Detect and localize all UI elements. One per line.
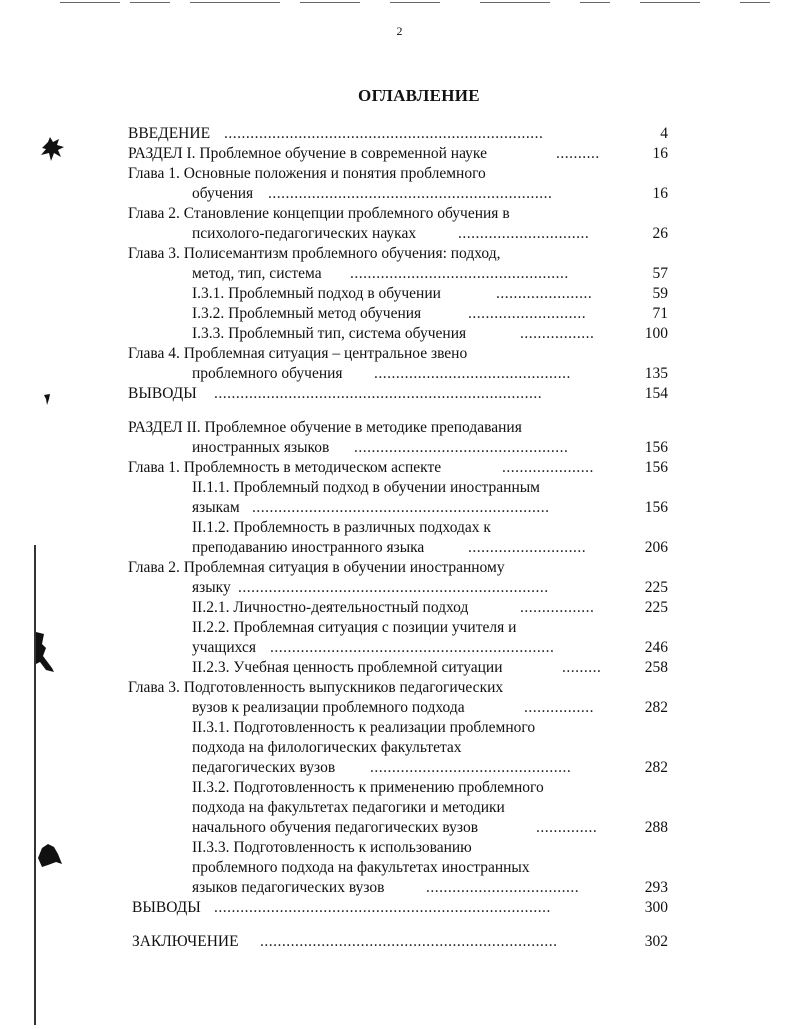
- toc-entry-text: метод, тип, система: [192, 265, 322, 282]
- toc-entry: [128, 638, 668, 658]
- toc-entry-page: 100: [644, 325, 668, 342]
- toc-entry-text: Глава 1. Проблемность в методическом аспекте: [128, 459, 442, 476]
- toc-entry: [128, 578, 668, 598]
- toc-dot-leader: ..............................................: [370, 759, 572, 776]
- toc-entry: [128, 558, 668, 578]
- toc-entry: [128, 538, 668, 558]
- toc-entry-page: 71: [652, 305, 668, 322]
- toc-dot-leader: .........: [562, 659, 602, 676]
- toc-entry: [128, 304, 668, 324]
- toc-entry-page: 258: [644, 659, 668, 676]
- toc-entry-text: учащихся: [192, 639, 256, 656]
- scan-artifact-top: [60, 0, 799, 8]
- toc-entry: [128, 778, 668, 798]
- toc-entry-text: педагогических вузов: [192, 759, 336, 776]
- toc-dot-leader: .................: [520, 325, 595, 342]
- toc-entry-text: II.3.1. Подготовленность к реализации проблемного: [192, 719, 536, 736]
- toc-entry-text: подхода на факультетах педагогики и методики: [192, 799, 505, 816]
- toc-dot-leader: .................................................................: [270, 639, 555, 656]
- toc-entry-text: ВЫВОДЫ: [132, 899, 201, 916]
- toc-entry: [128, 458, 668, 478]
- toc-dot-leader: ...........................: [468, 305, 587, 322]
- toc-entry-text: проблемного обучения: [192, 365, 343, 382]
- toc-entry-page: 288: [644, 819, 668, 836]
- toc-entry: [132, 898, 672, 918]
- table-of-contents: [128, 124, 668, 952]
- toc-entry: [128, 244, 668, 264]
- toc-entry-page: 206: [644, 539, 668, 556]
- toc-dot-leader: ..................................................: [350, 265, 569, 282]
- toc-entry-text: ЗАКЛЮЧЕНИЕ: [132, 933, 239, 950]
- toc-entry-text: вузов к реализации проблемного подхода: [192, 699, 465, 716]
- toc-entry-page: 293: [644, 879, 668, 896]
- toc-entry: [128, 418, 668, 438]
- toc-dot-leader: .............................................: [374, 365, 571, 382]
- toc-entry-text: Глава 3. Подготовленность выпускников педагогических: [128, 679, 504, 696]
- toc-entry-text: II.2.2. Проблемная ситуация с позиции учителя и: [192, 619, 517, 636]
- toc-entry-text: подхода на филологических факультетах: [192, 739, 462, 756]
- toc-entry-text: Глава 2. Становление концепции проблемного обучения в: [128, 205, 510, 222]
- toc-entry: [128, 164, 668, 184]
- toc-entry-page: 154: [644, 385, 668, 402]
- toc-entry-text: языкам: [192, 499, 240, 516]
- toc-entry-page: 16: [652, 145, 668, 162]
- toc-dot-leader: .....................: [502, 459, 594, 476]
- toc-entry: [128, 264, 668, 284]
- toc-entry-text: языку: [192, 579, 231, 596]
- toc-entry-page: 26: [652, 225, 668, 242]
- toc-entry-text: I.3.3. Проблемный тип, система обучения: [192, 325, 467, 342]
- toc-entry-text: преподаванию иностранного языка: [192, 539, 425, 556]
- toc-entry: [128, 324, 668, 344]
- toc-dot-leader: ......................: [496, 285, 593, 302]
- toc-entry-page: 59: [652, 285, 668, 302]
- toc-dot-leader: ...........................................................................: [214, 385, 543, 402]
- toc-entry: [128, 878, 668, 898]
- toc-entry-text: II.1.1. Проблемный подход в обучении иностранным: [192, 479, 540, 496]
- toc-entry: [128, 618, 668, 638]
- toc-dot-leader: .............................................................................: [214, 899, 551, 916]
- toc-dot-leader: ...........................: [468, 539, 587, 556]
- toc-entry-page: 156: [644, 459, 668, 476]
- toc-entry: [128, 838, 668, 858]
- scan-edge-line: [34, 545, 36, 1025]
- toc-dot-leader: ..............................: [458, 225, 590, 242]
- toc-entry-text: проблемного подхода на факультетах иностранных: [192, 859, 530, 876]
- toc-entry-text: I.3.2. Проблемный метод обучения: [192, 305, 422, 322]
- toc-entry-page: 225: [644, 599, 668, 616]
- toc-entry-text: психолого-педагогических науках: [192, 225, 417, 242]
- toc-entry: [128, 364, 668, 384]
- toc-entry: [128, 344, 668, 364]
- toc-entry-text: начального обучения педагогических вузов: [192, 819, 479, 836]
- toc-entry: [128, 518, 668, 538]
- page-number: 2: [396, 24, 403, 38]
- toc-entry: [128, 124, 668, 144]
- toc-entry: [128, 818, 668, 838]
- toc-entry-text: I.3.1. Проблемный подход в обучении: [192, 285, 441, 302]
- toc-dot-leader: .......................................................................: [238, 579, 549, 596]
- toc-entry: [128, 858, 668, 878]
- toc-entry-text: Глава 1. Основные положения и понятия проблемного: [128, 165, 486, 182]
- toc-entry-text: языков педагогических вузов: [192, 879, 385, 896]
- toc-entry-page: 135: [644, 365, 668, 382]
- toc-entry-page: 282: [644, 699, 668, 716]
- ink-blot: [36, 842, 64, 868]
- toc-dot-leader: .................: [520, 599, 595, 616]
- toc-entry-text: II.1.2. Проблемность в различных подходах к: [192, 519, 491, 536]
- toc-entry-text: II.2.3. Учебная ценность проблемной ситуации: [192, 659, 503, 676]
- toc-entry-page: 57: [652, 265, 668, 282]
- toc-entry-text: РАЗДЕЛ I. Проблемное обучение в современной науке: [128, 145, 487, 162]
- toc-entry-page: 4: [660, 125, 668, 142]
- toc-entry: [128, 598, 668, 618]
- toc-entry: [128, 658, 668, 678]
- toc-dot-leader: ..........: [556, 145, 600, 162]
- toc-entry-text: Глава 2. Проблемная ситуация в обучении иностранному: [128, 559, 505, 576]
- toc-dot-leader: .................................................: [354, 439, 569, 456]
- toc-entry-page: 156: [644, 439, 668, 456]
- toc-entry: [128, 284, 668, 304]
- toc-entry-text: ВЫВОДЫ: [128, 385, 197, 402]
- toc-entry-page: 225: [644, 579, 668, 596]
- ink-blot: [38, 136, 66, 162]
- toc-entry-text: II.2.1. Личностно-деятельностный подход: [192, 599, 469, 616]
- toc-entry: [128, 204, 668, 224]
- toc-entry-page: 16: [652, 185, 668, 202]
- ink-blot: [34, 630, 56, 674]
- toc-dot-leader: ....................................................................: [252, 499, 550, 516]
- toc-entry: [128, 384, 668, 404]
- toc-entry: [128, 478, 668, 498]
- toc-entry-page: 300: [644, 899, 668, 916]
- toc-dot-leader: ................: [524, 699, 594, 716]
- toc-dot-leader: ..............: [536, 819, 598, 836]
- toc-entry: [128, 184, 668, 204]
- toc-entry-text: Глава 4. Проблемная ситуация – центральное звено: [128, 345, 468, 362]
- toc-dot-leader: .........................................................................: [224, 125, 544, 142]
- toc-entry: [128, 718, 668, 738]
- toc-entry-page: 302: [644, 933, 668, 950]
- toc-entry-text: ВВЕДЕНИЕ: [128, 125, 211, 142]
- toc-entry-text: Глава 3. Полисемантизм проблемного обучения: подход,: [128, 245, 501, 262]
- toc-entry-text: II.3.3. Подготовленность к использованию: [192, 839, 472, 856]
- toc-entry-page: 156: [644, 499, 668, 516]
- toc-entry-text: II.3.2. Подготовленность к применению проблемного: [192, 779, 544, 796]
- toc-entry: [128, 758, 668, 778]
- toc-dot-leader: ....................................................................: [260, 933, 558, 950]
- toc-entry: [128, 738, 668, 758]
- toc-entry: [128, 678, 668, 698]
- toc-entry: [128, 798, 668, 818]
- toc-entry-text: обучения: [192, 185, 254, 202]
- toc-entry-page: 282: [644, 759, 668, 776]
- toc-entry: [128, 498, 668, 518]
- toc-dot-leader: ...................................: [426, 879, 580, 896]
- toc-entry-page: 246: [644, 639, 668, 656]
- toc-entry-text: РАЗДЕЛ II. Проблемное обучение в методике преподавания: [128, 419, 522, 436]
- toc-entry: [128, 224, 668, 244]
- page-title: ОГЛАВЛЕНИЕ: [358, 86, 480, 105]
- toc-dot-leader: .................................................................: [268, 185, 553, 202]
- toc-entry-text: иностранных языков: [192, 439, 330, 456]
- toc-entry: [128, 144, 668, 164]
- toc-entry: [128, 698, 668, 718]
- ink-blot: [42, 392, 52, 406]
- toc-entry: [132, 932, 672, 952]
- toc-entry: [128, 438, 668, 458]
